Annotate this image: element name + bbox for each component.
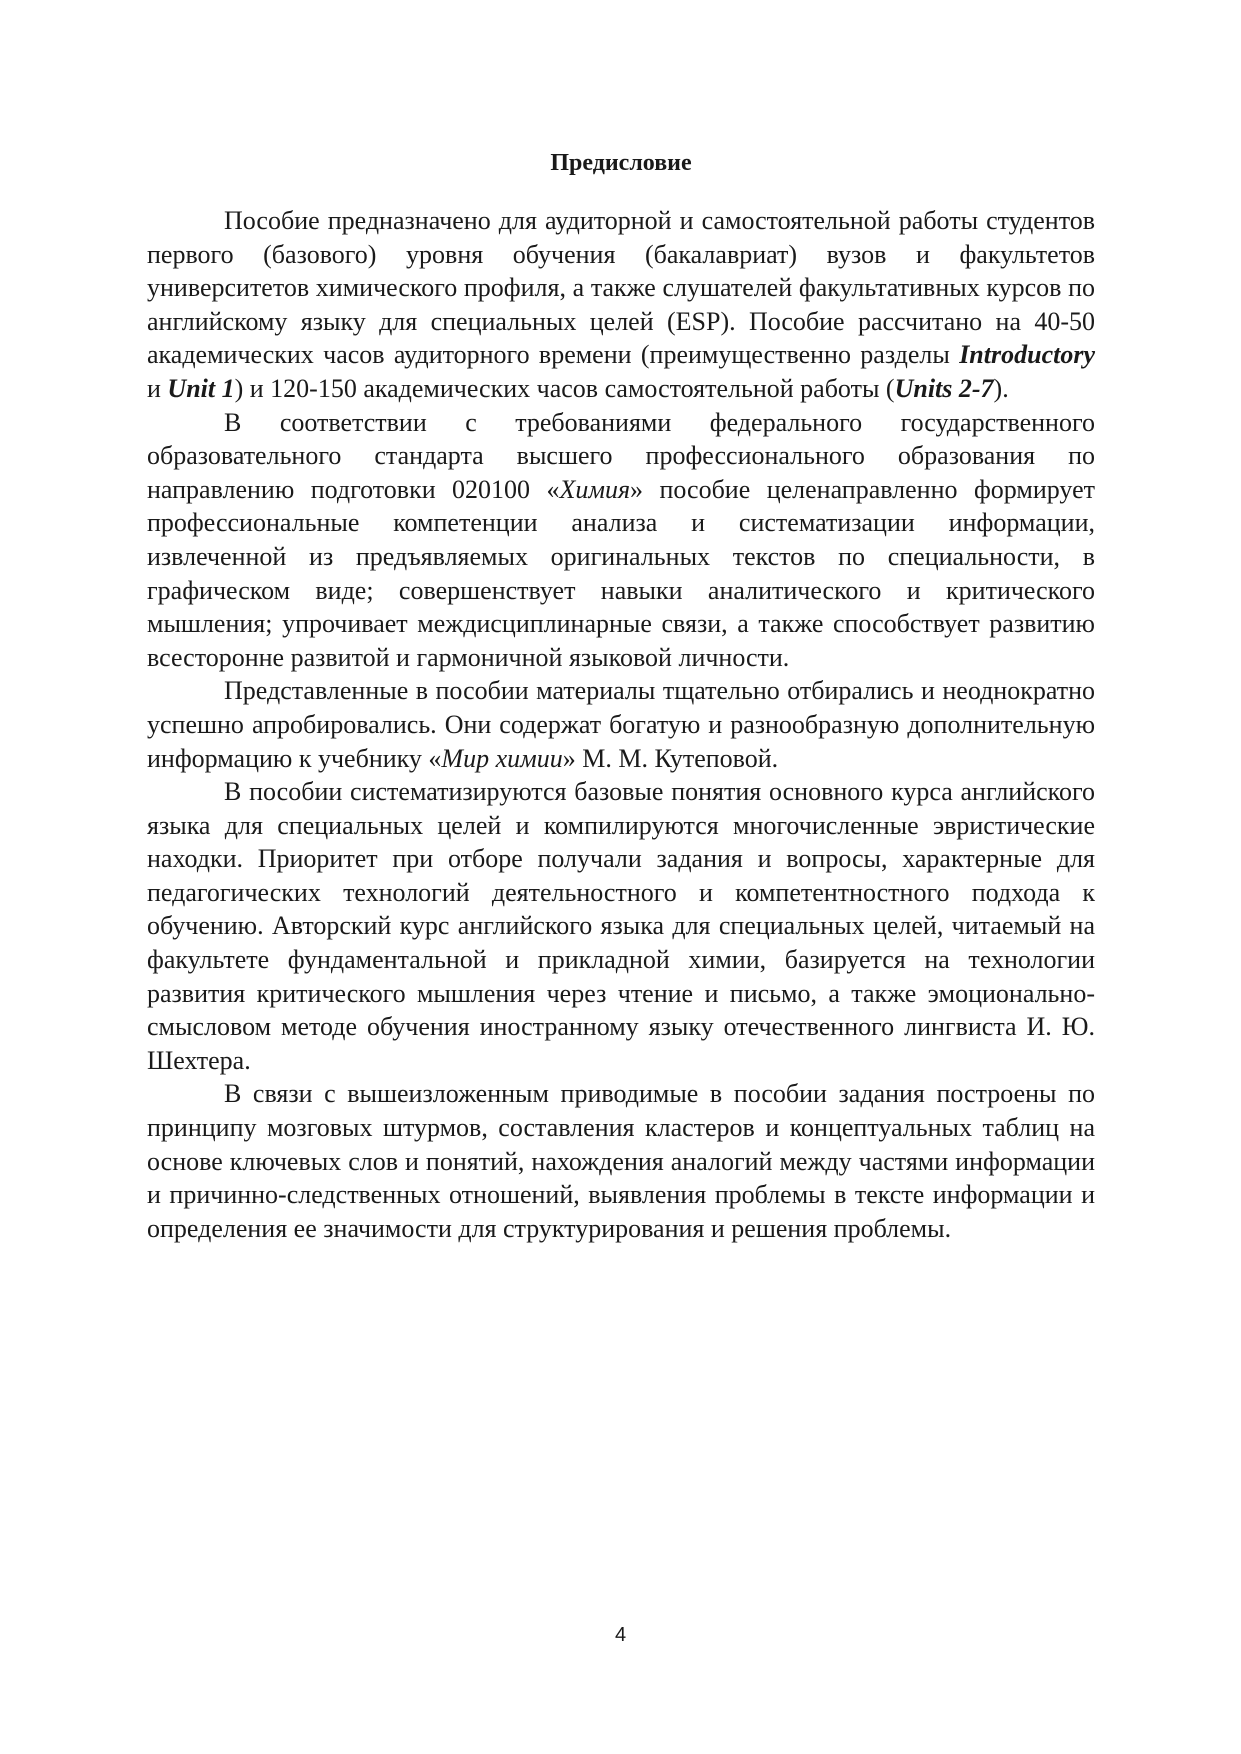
page-number: 4 <box>614 1624 627 1646</box>
paragraph-3-text: » М. М. Кутеповой. <box>562 743 779 773</box>
paragraph-1-text: и <box>147 373 168 403</box>
paragraph-5 <box>147 1077 1095 1245</box>
page-title: Предисловие <box>550 150 692 176</box>
paragraph-2 <box>147 406 1095 675</box>
paragraph-3 <box>147 674 1095 775</box>
paragraph-1-emphasis-unit-1: Unit 1 <box>167 373 235 403</box>
paragraph-3-emphasis-book-title: Мир химии <box>441 743 563 773</box>
paragraph-1-text: ). <box>993 373 1009 403</box>
paragraph-2-text: В соответствии с требованиями федерального государственного образовательного стандарта высшего профессионального образования по направлению подготовки 020100 « <box>147 407 1095 504</box>
paragraph-1-emphasis-units-2-7: Units 2-7 <box>894 373 994 403</box>
document-page <box>147 146 1095 1245</box>
paragraph-1-emphasis-introductory: Introductory <box>959 340 1095 370</box>
paragraph-1-text: Пособие предназначено для аудиторной и самостоятельной работы студентов первого (базового) уровня обучения (бакалавриат) вузов и факультетов университетов химического профиля, а также слушателей факультативных курсов по английскому языку для специальных целей (ESP). Пособие рассчитано на 40-50 академических часов аудиторного времени (преимущественно разделы <box>147 206 1095 370</box>
paragraph-4-text: В пособии систематизируются базовые понятия основного курса английского языка для специальных целей и компилируются многочисленные эвристические находки. Приоритет при отборе получали задания и вопросы, характерные для педагогических технологий деятельностного и компетентностного подхода к обучению. Авторский курс английского языка для специальных целей, читаемый на факультете фундаментальной и прикладной химии, базируется на технологии развития критического мышления через чтение и письмо, а также эмоционально-смысловом методе обучения иностранному языку отечественного лингвиста И. Ю. Шехтера. <box>147 777 1095 1075</box>
paragraph-5-text: В связи с вышеизложенным приводимые в пособии задания построены по принципу мозговых штурмов, составления кластеров и концептуальных таблиц на основе ключевых слов и понятий, нахождения аналогий между частями информации и причинно-следственных отношений, выявления проблемы в тексте информации и определения ее значимости для структурирования и решения проблемы. <box>147 1079 1095 1243</box>
paragraph-1-text: ) и 120-150 академических часов самостоятельной работы ( <box>234 373 895 403</box>
paragraph-2-text: » пособие целенаправленно формирует профессиональные компетенции анализа и систематизации информации, извлеченной из предъявляемых оригинальных текстов по специальности, в графическом виде; совершенствует навыки аналитического и критического мышления; упрочивает междисциплинарные связи, а также способствует развитию всесторонне развитой и гармоничной языковой личности. <box>147 474 1095 672</box>
paragraph-4 <box>147 775 1095 1077</box>
paragraph-3-text: Представленные в пособии материалы тщательно отбирались и неоднократно успешно апробировались. Они содержат богатую и разнообразную дополнительную информацию к учебнику « <box>147 676 1095 773</box>
paragraph-2-emphasis-chemistry: Химия <box>559 474 631 504</box>
paragraph-1 <box>147 204 1095 406</box>
